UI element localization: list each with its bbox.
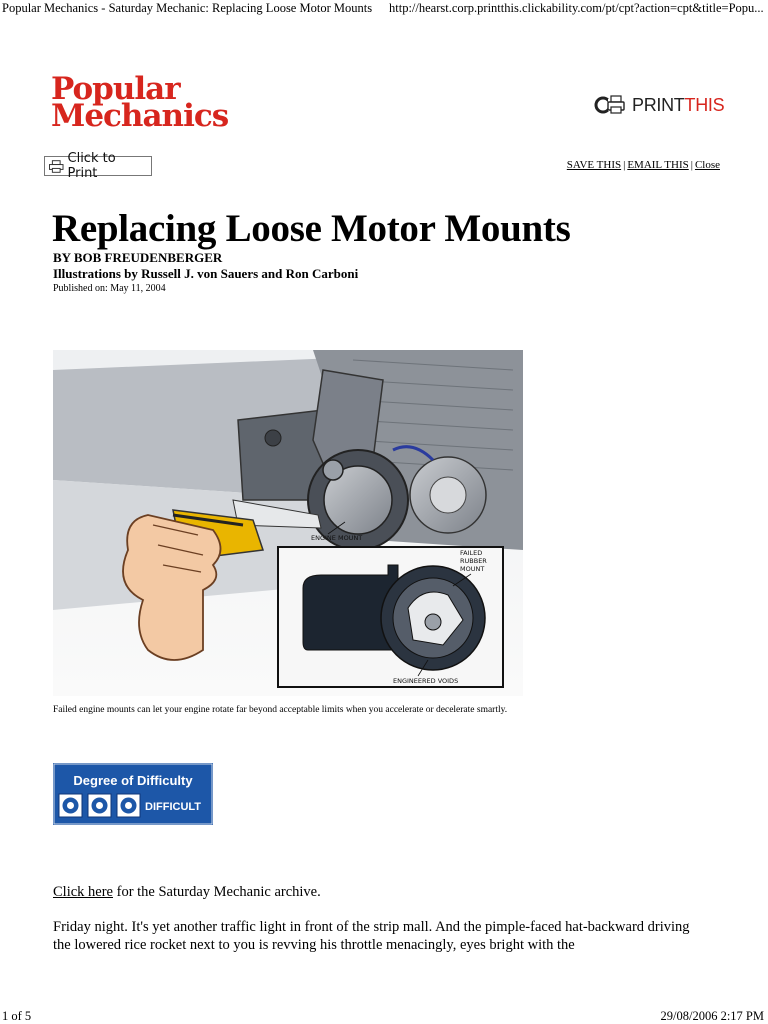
click-to-print-label: Click to Print (67, 151, 116, 181)
email-this-link[interactable]: EMAIL THIS (627, 159, 689, 171)
printthis-print-text: PRINT (632, 94, 685, 115)
article-paragraph: Friday night. It's yet another traffic light in front of the strip mall. And the pimple-faced hat-backward driving the lowered rice rocket next to you is revving his throttle menacingly, eyes bright with the (53, 919, 690, 953)
separator: | (690, 159, 693, 171)
archive-line (53, 884, 321, 901)
archive-link[interactable]: Click here (53, 884, 113, 900)
wrench-icon (59, 794, 82, 817)
close-link[interactable]: Close (694, 159, 720, 171)
article-byline: BY BOB FREUDENBERGER (53, 250, 223, 265)
failed-mount-label-3: MOUNT (460, 565, 485, 573)
motor-mount-illustration (53, 350, 523, 696)
printer-icon (49, 160, 64, 173)
difficulty-title: Degree of Difficulty (73, 773, 193, 788)
logo-line-2: Mechanics (51, 98, 229, 134)
wrench-icon (88, 794, 111, 817)
failed-mount-label-2: RUBBER (460, 557, 487, 565)
browser-page-title: Popular Mechanics - Saturday Mechanic: Replacing Loose Motor Mounts (2, 1, 373, 15)
separator: | (623, 159, 626, 171)
article-actions (567, 159, 720, 171)
illustration-credit: Illustrations by Russell J. von Sauers and Ron Carboni (53, 266, 359, 281)
page-count: 1 of 5 (2, 1009, 32, 1023)
popular-mechanics-logo[interactable] (51, 71, 229, 134)
published-date: Published on: May 11, 2004 (53, 283, 166, 294)
archive-text: for the Saturday Mechanic archive. (113, 884, 321, 900)
printer-icon (594, 94, 630, 116)
engineered-voids-label: ENGINEERED VOIDS (393, 677, 459, 685)
print-datetime: 29/08/2006 2:17 PM (660, 1009, 764, 1023)
browser-url: http://hearst.corp.printthis.clickability.com/pt/cpt?action=cpt&title=Popu... (389, 1, 764, 15)
printthis-this-text: THIS (684, 94, 725, 115)
save-this-link[interactable]: SAVE THIS (566, 159, 622, 171)
figure-caption: Failed engine mounts can let your engine rotate far beyond acceptable limits when you accelerate or decelerate smartly. (53, 705, 508, 715)
article-title: Replacing Loose Motor Mounts (52, 207, 571, 250)
difficulty-badge (53, 763, 213, 825)
difficulty-level: DIFFICULT (145, 801, 202, 813)
failed-mount-label-1: FAILED (460, 549, 483, 557)
logo-line-1: Popular (51, 71, 180, 107)
wrench-icon (117, 794, 140, 817)
engine-mount-label: ENGINE MOUNT (311, 534, 363, 542)
click-to-print-button[interactable] (44, 151, 152, 181)
printthis-logo (594, 94, 724, 116)
